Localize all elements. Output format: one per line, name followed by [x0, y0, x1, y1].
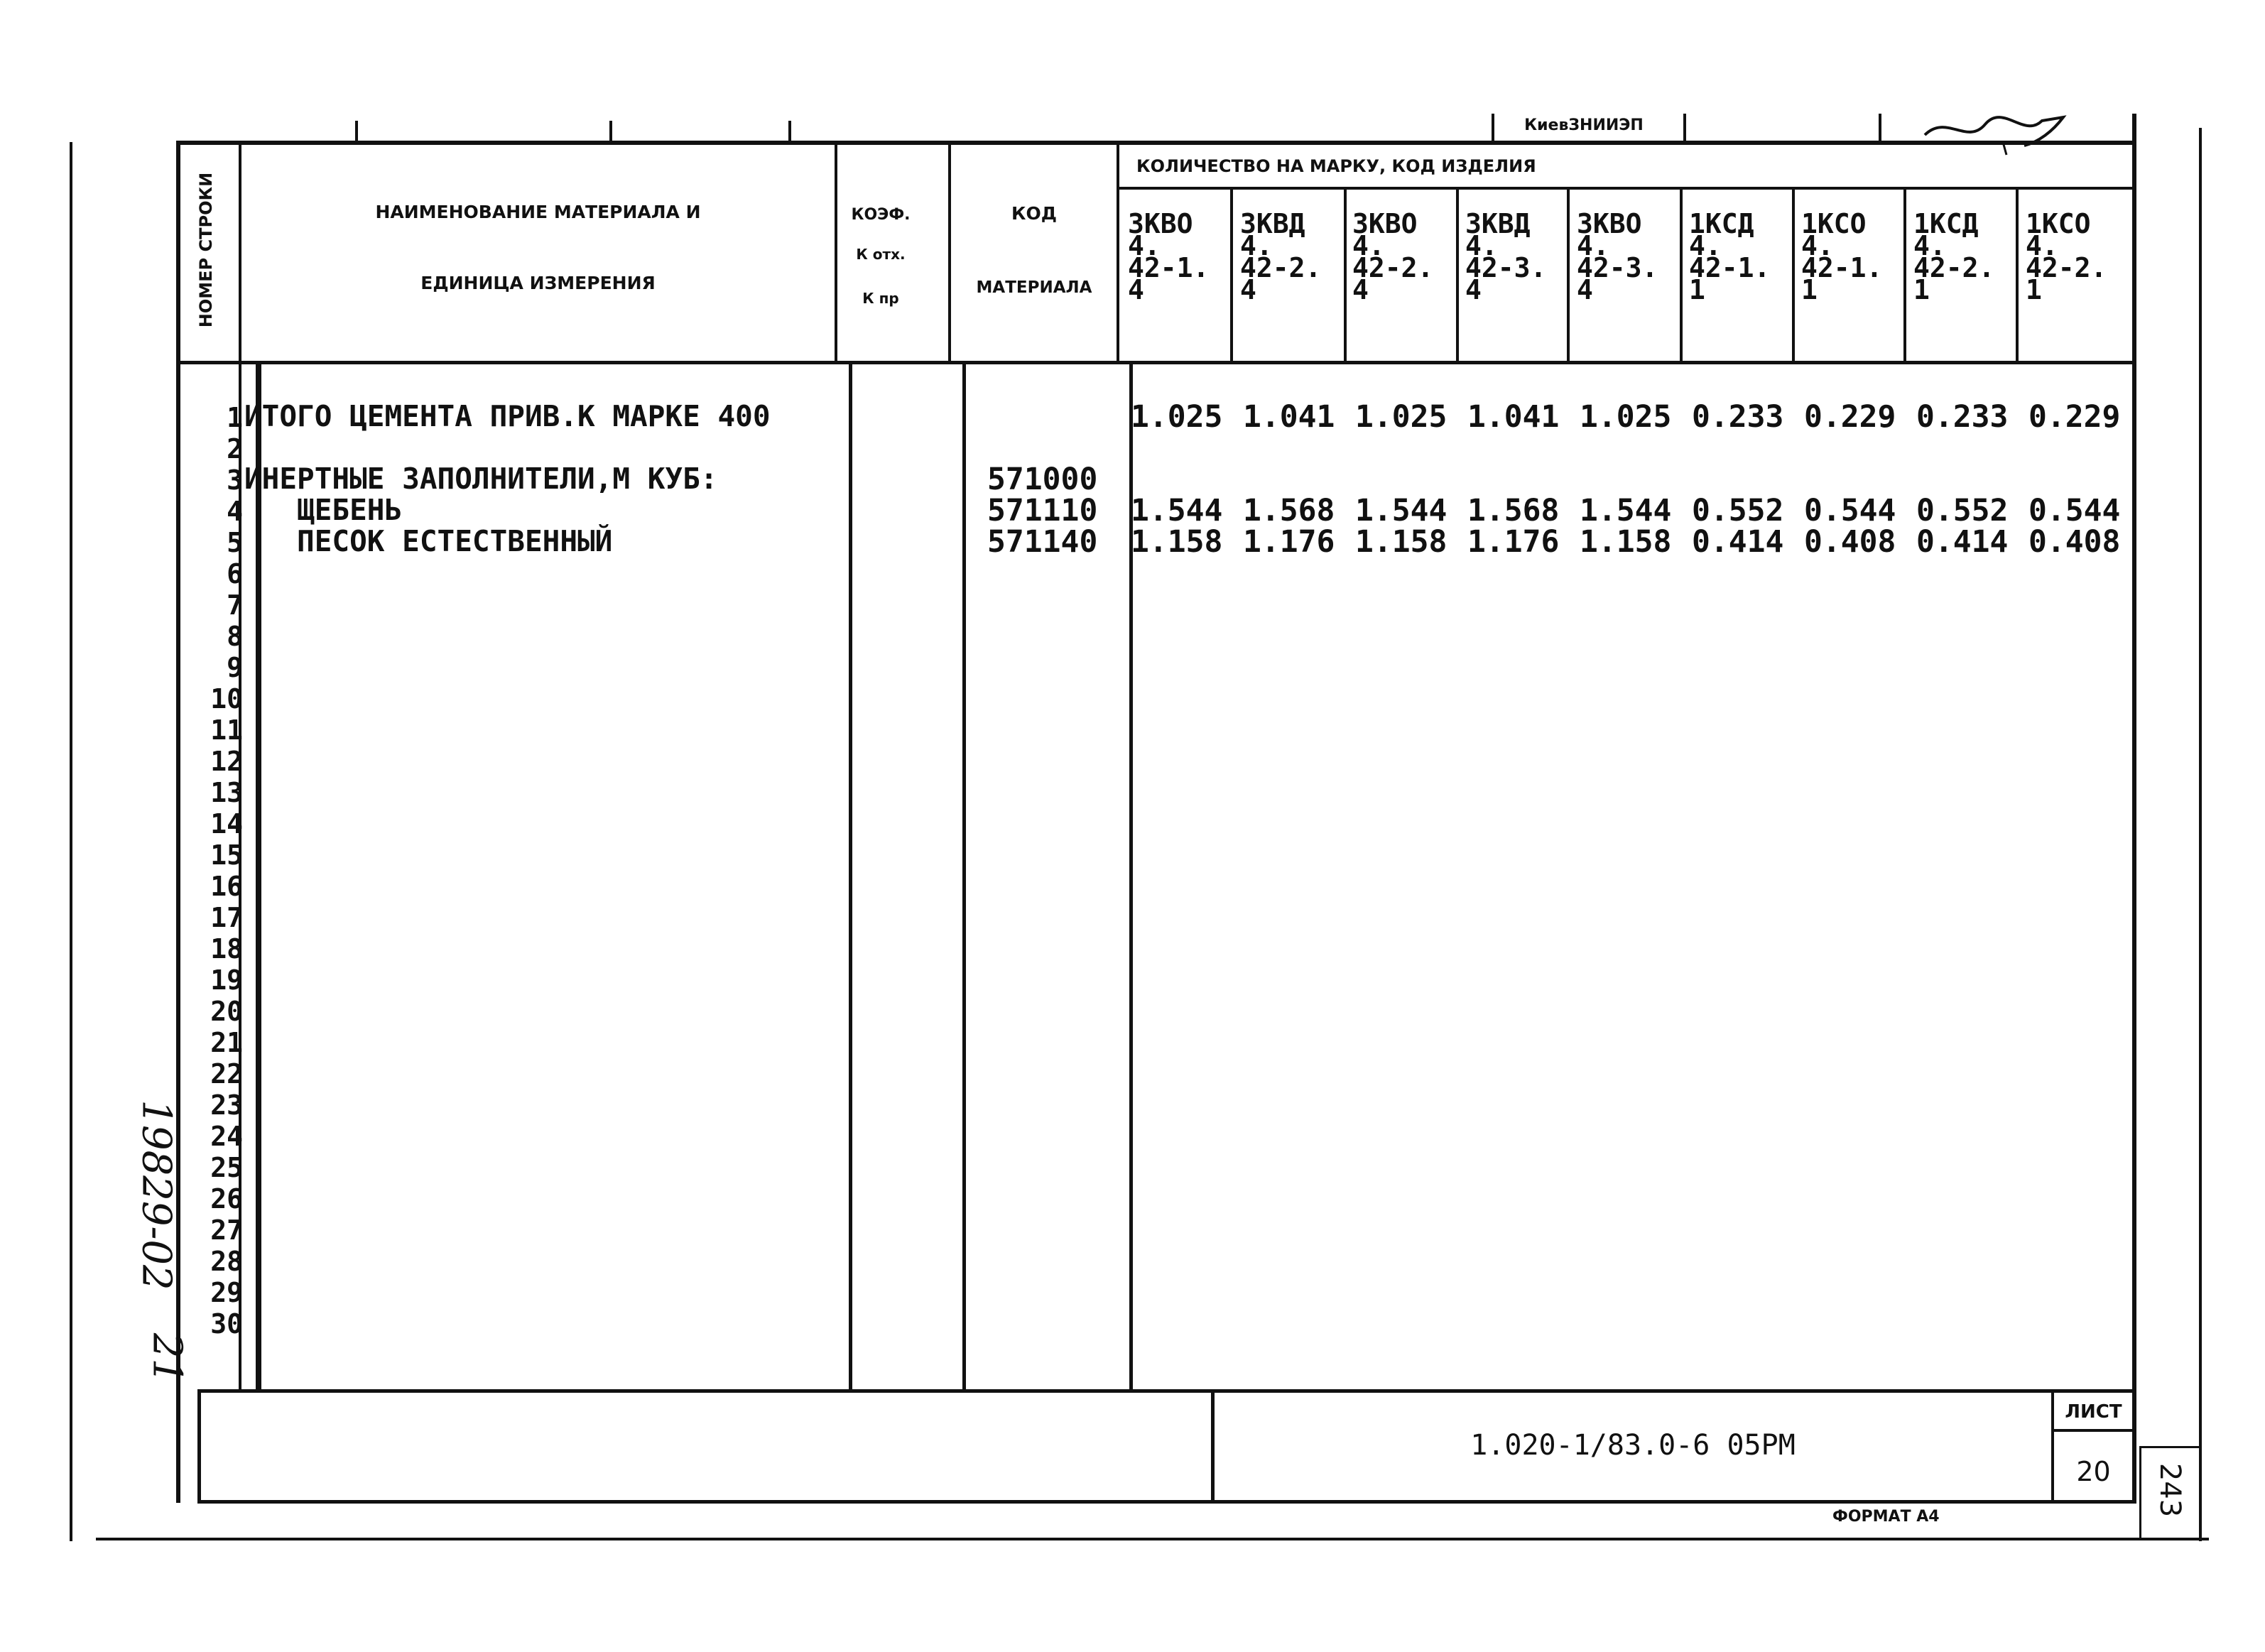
col-line-name [835, 141, 837, 364]
footer-left-rule [197, 1389, 201, 1503]
outer-frame-right [2199, 128, 2202, 1541]
mark-divider [1230, 187, 1233, 364]
row-number: 7 [227, 589, 243, 621]
row-number: 29 [210, 1277, 243, 1308]
header-code-line1: КОД [1011, 203, 1057, 224]
row-number: 26 [210, 1183, 243, 1214]
header-bottom-rule [176, 361, 2136, 364]
header-quantity: КОЛИЧЕСТВО НА МАРКУ, КОД ИЗДЕЛИЯ [1136, 156, 1536, 176]
row-number: 30 [210, 1308, 243, 1339]
left-margin-small: 21 [143, 1332, 190, 1384]
stamp-org: КиевЗНИИЭП [1524, 116, 1644, 134]
row-number: 2 [227, 433, 243, 464]
mark-divider [1567, 187, 1570, 364]
quantity-value: 1.025 [1131, 399, 1223, 435]
outer-frame-left [70, 142, 72, 1541]
col-line-coef [948, 141, 951, 364]
material-code: 571000 [987, 462, 1098, 497]
mark-header: 1КСД 4. 42-2. 1 [1913, 208, 1995, 305]
row-number: 16 [210, 871, 243, 902]
frame-bottom [197, 1500, 2136, 1504]
row-number: 18 [210, 933, 243, 964]
frame-top [176, 141, 2136, 145]
row-number: 3 [227, 464, 243, 496]
mark-divider [1903, 187, 1906, 364]
row-number: 1 [227, 402, 243, 433]
mark-header: 3КВО 4. 42-3. 4 [1577, 208, 1658, 305]
material-code: 571110 [987, 493, 1098, 528]
quantity-value: 1.544 [1131, 493, 1223, 528]
header-coef-line2: К отх. [856, 246, 906, 263]
stamp-divider [1879, 114, 1881, 141]
quantity-value: 1.041 [1243, 399, 1335, 435]
margin-box-left [2139, 1446, 2141, 1538]
material-name: ИТОГО ЦЕМЕНТА ПРИВ.К МАРКЕ 400 [244, 399, 771, 433]
qty-header-rule [1117, 187, 2136, 190]
quantity-value: 1.025 [1580, 399, 1672, 435]
row-number: 24 [210, 1121, 243, 1152]
quantity-value: 1.158 [1580, 524, 1672, 560]
material-name: ИНЕРТНЫЕ ЗАПОЛНИТЕЛИ,М КУБ: [244, 462, 718, 496]
sheet-box-mid [2051, 1429, 2133, 1432]
quantity-value: 1.176 [1243, 524, 1335, 560]
stamp-divider [1492, 114, 1494, 141]
mark-divider [1680, 187, 1683, 364]
col-line-coef-body [962, 364, 966, 1391]
material-code: 571140 [987, 524, 1098, 560]
quantity-value: 1.544 [1580, 493, 1672, 528]
mark-header: 3КВО 4. 42-2. 4 [1352, 208, 1434, 305]
quantity-value: 0.544 [2028, 493, 2121, 528]
material-name: ЩЕБЕНЬ [244, 493, 403, 527]
col-line-code [1117, 141, 1119, 364]
row-number: 4 [227, 496, 243, 527]
row-number: 12 [210, 746, 243, 777]
row-number: 22 [210, 1058, 243, 1089]
quantity-value: 0.229 [1804, 399, 1896, 435]
row-number: 27 [210, 1214, 243, 1246]
row-number: 19 [210, 964, 243, 996]
header-coef-line1: КОЭФ. [851, 206, 911, 224]
material-name: ПЕСОК ЕСТЕСТВЕННЫЙ [244, 524, 613, 558]
quantity-value: 1.025 [1355, 399, 1447, 435]
header-name-line2: ЕДИНИЦА ИЗМЕРЕНИЯ [420, 273, 656, 293]
top-tick [788, 121, 791, 142]
sheet-label: ЛИСТ [2065, 1401, 2122, 1423]
quantity-value: 1.544 [1355, 493, 1447, 528]
row-number: 17 [210, 902, 243, 933]
row-number: 6 [227, 558, 243, 589]
row-number: 10 [210, 683, 243, 714]
quantity-value: 0.552 [1692, 493, 1784, 528]
mark-header: 1КСО 4. 42-2. 1 [2026, 208, 2107, 305]
frame-right [2132, 114, 2136, 1503]
row-number: 13 [210, 777, 243, 808]
footer-top-rule [197, 1389, 2133, 1393]
col-line-name-body [849, 364, 852, 1391]
row-number: 25 [210, 1152, 243, 1183]
mark-divider [1456, 187, 1459, 364]
row-number: 20 [210, 996, 243, 1027]
quantity-value: 0.233 [1916, 399, 2009, 435]
header-row-number: НОМЕР СТРОКИ [196, 172, 216, 328]
mark-header: 1КСД 4. 42-1. 1 [1689, 208, 1771, 305]
quantity-value: 1.158 [1355, 524, 1447, 560]
mark-header: 3КВД 4. 42-3. 4 [1465, 208, 1547, 305]
quantity-value: 1.568 [1243, 493, 1335, 528]
quantity-value: 0.544 [1804, 493, 1896, 528]
quantity-value: 0.414 [1916, 524, 2009, 560]
row-number: 11 [210, 714, 243, 746]
mark-divider [2016, 187, 2019, 364]
sheet-box-left [2051, 1389, 2054, 1503]
outer-frame-bottom [96, 1538, 2209, 1540]
row-number: 8 [227, 621, 243, 652]
left-margin-number: 19829-02 [133, 1099, 180, 1290]
quantity-value: 1.041 [1467, 399, 1560, 435]
quantity-value: 1.158 [1131, 524, 1223, 560]
header-name-line1: НАИМЕНОВАНИЕ МАТЕРИАЛА И [375, 202, 701, 222]
mark-divider [1792, 187, 1795, 364]
top-tick [609, 121, 612, 142]
mark-header: 1КСО 4. 42-1. 1 [1801, 208, 1883, 305]
top-tick [355, 121, 358, 142]
quantity-value: 0.229 [2028, 399, 2121, 435]
row-number: 23 [210, 1089, 243, 1121]
row-number: 14 [210, 808, 243, 839]
quantity-value: 0.552 [1916, 493, 2009, 528]
stamp-divider [1683, 114, 1686, 141]
quantity-value: 0.414 [1692, 524, 1784, 560]
header-coef-line3: К пр [862, 290, 899, 307]
margin-box-top [2139, 1446, 2200, 1448]
row-number: 9 [227, 652, 243, 683]
header-code-line2: МАТЕРИАЛА [976, 278, 1092, 297]
format-label: ФОРМАТ А4 [1832, 1508, 1940, 1526]
sheet-number: 20 [2076, 1456, 2111, 1487]
row-number: 28 [210, 1246, 243, 1277]
quantity-value: 0.233 [1692, 399, 1784, 435]
row-number: 5 [227, 527, 243, 558]
quantity-value: 1.568 [1467, 493, 1560, 528]
quantity-value: 0.408 [2028, 524, 2121, 560]
mark-header: 3КВО 4. 42-1. 4 [1128, 208, 1210, 305]
right-margin-number: 243 [2153, 1462, 2186, 1518]
row-number: 21 [210, 1027, 243, 1058]
signature-icon [1918, 107, 2074, 156]
mark-header: 3КВД 4. 42-2. 4 [1240, 208, 1322, 305]
mark-divider [1344, 187, 1347, 364]
quantity-value: 0.408 [1804, 524, 1896, 560]
row-number: 15 [210, 839, 243, 871]
document-code: 1.020-1/83.0-6 05РМ [1470, 1429, 1796, 1462]
quantity-value: 1.176 [1467, 524, 1560, 560]
